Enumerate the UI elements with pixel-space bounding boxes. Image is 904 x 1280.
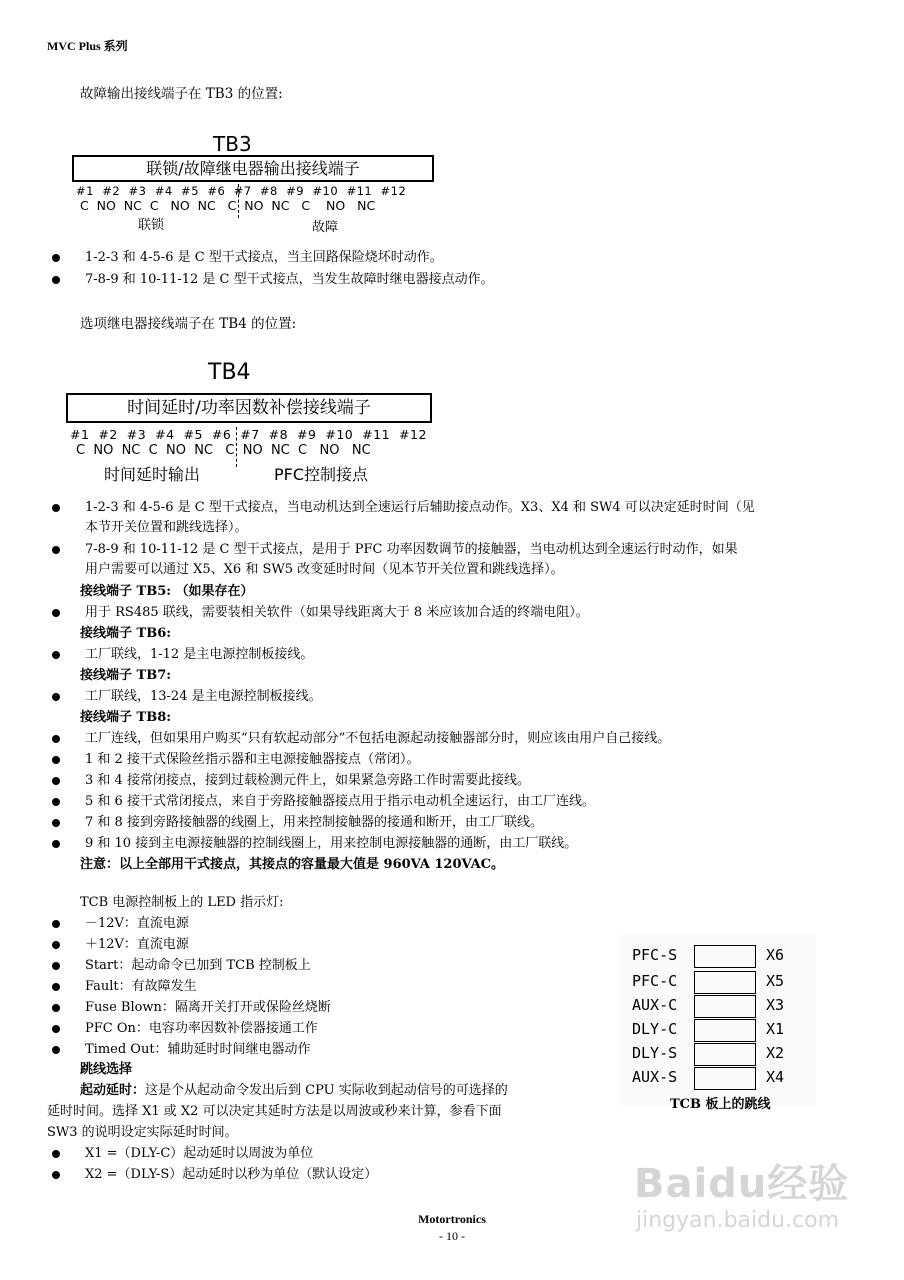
tcb-jumper-figure xyxy=(620,935,816,1112)
bullet-icon xyxy=(52,777,60,785)
footer-company: Motortronics xyxy=(418,1212,486,1226)
bullet-icon xyxy=(52,1025,60,1033)
jumper-row: PFC-S X6 xyxy=(620,945,816,968)
start-delay-line-1: 起动延时：这是个从起动命令发出后到 CPU 实际收到起动信号的可选择的 xyxy=(80,1083,508,1098)
tb3-left-label: 联锁 xyxy=(138,218,165,233)
tb3-divider xyxy=(238,184,239,218)
jumper-slot xyxy=(694,1043,756,1066)
tb4-intro: 选项继电器接线端子在 TB4 的位置: xyxy=(80,316,297,332)
jumper-slot xyxy=(694,945,756,968)
bullet-icon xyxy=(52,254,60,262)
bullet-icon xyxy=(52,1150,60,1158)
jumper-caption: TCB 板上的跳线 xyxy=(670,1097,771,1112)
bullet-icon xyxy=(52,693,60,701)
tb3-box-label: 联锁/故障继电器输出接线端子 xyxy=(72,155,434,182)
tb4-divider xyxy=(236,427,237,467)
jumper-row: DLY-S X2 xyxy=(620,1043,816,1066)
jumper-row: DLY-C X1 xyxy=(620,1019,816,1042)
start-delay-line-2: 延时时间。选择 X1 或 X2 可以决定其延时方法是以周波或秒来计算，参看下面 xyxy=(47,1104,502,1119)
note: 注意：以上全部用干式接点，其接点的容量最大值是 960VA 120VAC。 xyxy=(80,857,504,872)
tb4-terminal-numbers: #1 #2 #3 #4 #5 #6 #7 #8 #9 #10 #11 #12 xyxy=(70,427,427,442)
bullet-icon xyxy=(52,609,60,617)
jumper-row: PFC-C X5 xyxy=(620,971,816,994)
tb3-title: TB3 xyxy=(213,132,252,156)
bullet-icon xyxy=(52,276,60,284)
bullet-icon xyxy=(52,941,60,949)
bullet-icon xyxy=(52,504,60,512)
page-number: - 10 - xyxy=(439,1229,465,1243)
start-delay-line-3: SW3 的说明设定实际延时时间。 xyxy=(47,1125,238,1140)
bullet-icon xyxy=(52,756,60,764)
tb4-figure xyxy=(60,352,438,492)
tb7-heading: 接线端子 TB7: xyxy=(80,668,172,683)
jumper-slot xyxy=(694,1019,756,1042)
bullet-icon xyxy=(52,735,60,743)
bullet-icon xyxy=(52,819,60,827)
watermark-brand: Baidu经验 xyxy=(634,1161,850,1207)
tb4-terminal-types: C NO NC C NO NC C NO NC C NO NC xyxy=(76,443,371,458)
tb4-title: TB4 xyxy=(208,360,251,385)
jumper-heading: 跳线选择 xyxy=(80,1062,133,1077)
tb3-figure xyxy=(68,126,438,236)
bullet-icon xyxy=(52,798,60,806)
list-item-continuation: 本节开关位置和跳线选择）。 xyxy=(85,520,248,535)
tb3-terminal-numbers: #1 #2 #3 #4 #5 #6 #7 #8 #9 #10 #11 #12 xyxy=(76,184,407,198)
bullet-icon xyxy=(52,962,60,970)
watermark-url: jingyan.baidu.com xyxy=(636,1208,840,1233)
bullet-icon xyxy=(52,546,60,554)
tb3-intro: 故障输出接线端子在 TB3 的位置: xyxy=(80,86,283,102)
list-item-continuation: 用户需要可以通过 X5、X6 和 SW5 改变延时时间（见本节开关位置和跳线选择）。 xyxy=(85,562,564,577)
bullet-icon xyxy=(52,983,60,991)
bullet-icon xyxy=(52,1171,60,1179)
document-header: MVC Plus 系列 xyxy=(47,39,128,53)
tb6-heading: 接线端子 TB6: xyxy=(80,626,172,641)
tb3-terminal-types: C NO NC C NO NC C NO NC C NO NC xyxy=(80,198,376,213)
tb4-right-label: PFC控制接点 xyxy=(274,465,369,484)
jumper-slot xyxy=(694,1067,756,1090)
bullet-icon xyxy=(52,651,60,659)
tb8-heading: 接线端子 TB8: xyxy=(80,710,172,725)
led-intro: TCB 电源控制板上的 LED 指示灯: xyxy=(80,895,284,910)
tb5-heading: 接线端子 TB5: （如果存在） xyxy=(80,584,254,599)
jumper-row: AUX-C X3 xyxy=(620,995,816,1018)
bullet-icon xyxy=(52,920,60,928)
tb4-left-label: 时间延时输出 xyxy=(104,465,201,484)
tb4-box-label: 时间延时/功率因数补偿接线端子 xyxy=(66,393,432,423)
jumper-slot xyxy=(694,995,756,1018)
tb3-right-label: 故障 xyxy=(312,220,339,235)
bullet-icon xyxy=(52,840,60,848)
jumper-row: AUX-S X4 xyxy=(620,1067,816,1090)
bullet-icon xyxy=(52,1004,60,1012)
bullet-icon xyxy=(52,1046,60,1054)
jumper-slot xyxy=(694,971,756,994)
